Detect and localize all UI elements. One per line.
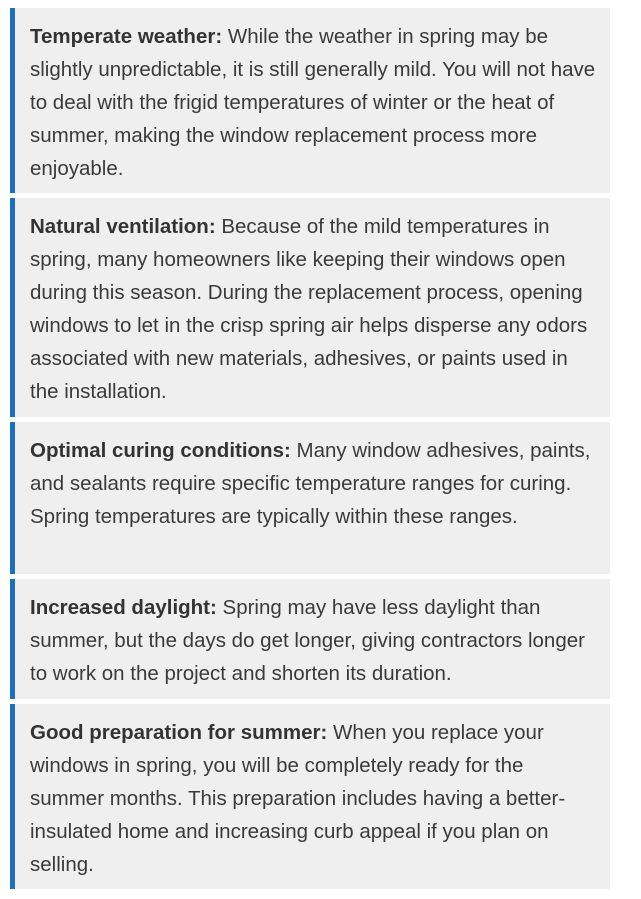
benefit-text: Spring may have less daylight than summer, but the days do get longer, giving contractors longer to work on the project and shorten its duration. (30, 596, 585, 685)
benefit-title: Natural ventilation: (30, 215, 222, 238)
benefit-item-increased-daylight (10, 579, 610, 699)
benefit-title: Temperate weather: (30, 25, 228, 48)
benefit-title: Increased daylight: (30, 596, 223, 619)
benefit-text: While the weather in spring may be slightly unpredictable, it is still generally mild. You will not have to deal with the frigid temperatures of winter or the heat of summer, making the window replacement process more enjoyable. (30, 25, 596, 180)
benefit-text: Many window adhesives, paints, and sealants require specific temperature ranges for curing. Spring temperatures are typically within these ranges. (30, 439, 591, 528)
benefit-item-good-preparation-for-summer (10, 704, 610, 889)
benefit-text: When you replace your windows in spring, you will be completely ready for the summer months. This preparation includes having a better-insulated home and increasing curb appeal if you plan on selling. (30, 721, 566, 876)
benefit-item-temperate-weather (10, 8, 610, 193)
benefits-list (10, 8, 610, 894)
benefit-text: Because of the mild temperatures in spring, many homeowners like keeping their windows open during this season. During the replacement process, opening windows to let in the crisp spring air helps disperse any odors associated with new materials, adhesives, or paints used in the installation. (30, 215, 588, 403)
benefit-title: Optimal curing conditions: (30, 439, 297, 462)
benefit-item-natural-ventilation (10, 198, 610, 417)
benefit-title: Good preparation for summer: (30, 721, 333, 744)
benefit-item-optimal-curing-conditions (10, 422, 610, 574)
